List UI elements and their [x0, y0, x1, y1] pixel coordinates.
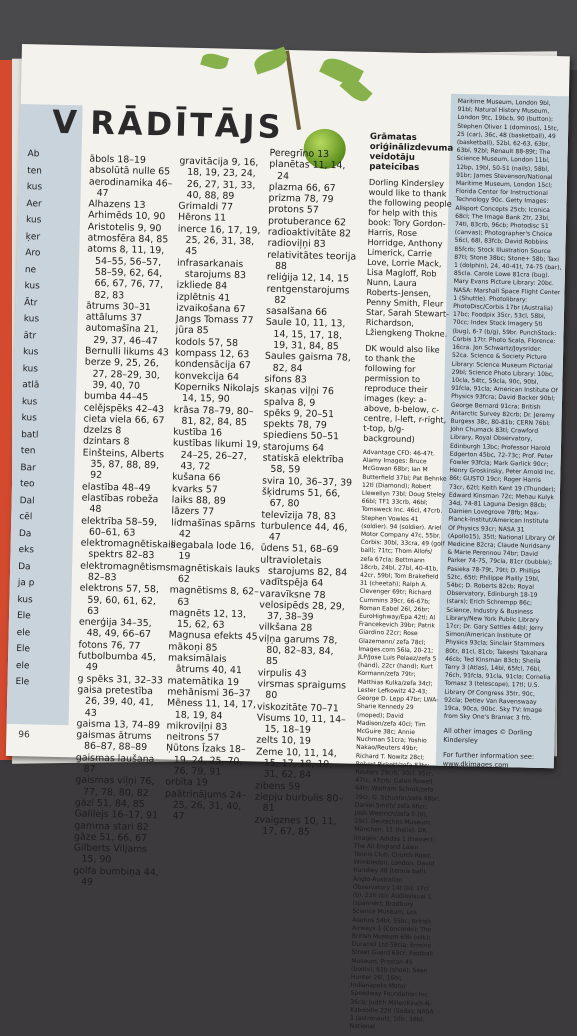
index-entry: Galilejs 16–17, 91 [74, 808, 159, 822]
index-entry: radioviļņi 83 [267, 237, 326, 251]
index-entry: mehānismi 36–37 [167, 686, 251, 700]
index-entry: Zeme 10, 11, 14, 15, 17, 18, 19, 31, 62, 84 [255, 746, 337, 782]
index-entry: reliģija 12, 14, 15 [266, 271, 350, 285]
picture-credits-continued: Maritime Museum, London 9bl, 91bl; Natural History Museum, London 9tc, 19bcb, 90 (button); Stephen Oliver 1 (dominos), 15tc, 25 (car), 36c, 48 (basketball), 49 (basketball), 52bl, 62-63, 63br, 63bl, 92bl; Renault 88-89t; The Science Museum, London 11bl, 12bp, 19bl, 50-51 (nails), 58bl, 91br; James Stevenson/National Maritime Museum, London 15cl; Florida Center for Instructional Technology 90c. Getty Images: Allsport Concepts 25cb; Iconica 68cl; The Image Bank 2tr, 23bl, 74tl, 83crb, 96cb; Photodisc 51 (canvas); Photographer's Choice 56cl, 68l, 83fcb; David Robbins 85fcrb; Stock Illustration Source 87tl; Stone 38bc; Stone+ 58b; Taxi 1 (dolphin), 24, 40-41t, 74-75 (bar), 85cla. Carole Lowe 81cra (bug). Mary Evans Picture Library: 20bc. NASA: Marshall Space Flight Center 1 (Shuttle). Photolibrary: PhotoDisc/Corbis 17br (Australia) 17bc; Foodpix 35cr, 53cl, 58bl, 70cc; Index Stock Imagery 5tl (bug), 6-7 (b/g), 59br. PunchStock: Corbis 17tr. Photo Scala, Florence: 16cra. Jon Schwartz/Joysrider: 52ca. Science & Society Picture Library: Science Museum Pictorial 29bl; Science Photo Library: 10bc, 10cla, 54tc, 59cla, 90c, 90bl, 91fcla, 91cla; American Institute Of Physics 93fcra; David Backer 90bl; George Bernard 91cra; British Antarctic Survey 82crb; Dr. Jeremy Burgess 38c, 80-81b; CERN 76bl; John Chumack 83tl; Crawford Library, Royal Observatory, Edinburgh 13bc; Professor Harold Edgerton 45bc, 72-73c; Prof. Peter Fowler 93fcla; Mark Garlick 90cr; Henry Groskinsky, Peter Arnold Inc. 86t; GUSTO 19cr; Roger Harris 73cr, 62tl; Keith Kent 19 (Thunder); Edward Kinsman 72c; Mehau Kulyk 34d, 74-81 Laguna Design 88cb; Damien Lovegrove 78fb; Max-Planck-Institut/American Institute Of Physics 93cr; NASA 31 (Apollo15), 35tl; National Library Of Medicine 82cra; Claude Nuridsany & Marie Perennou 74br; David Parker 74-75, 79cla, 81cr (bubble); Pasieka 78-79t, 79tl; D. Phillips 52tc, 65tl; Philippe Plailly 19bl, 54bc; D. Roberts 82cb; Royal Observatory, Edinburgh 18-19 (stars); Erich Schrempp 86c; Science, Industry & Business Library/New York Public Library 17cr; Dr. Gary Settles 44bl; Jerry Simon/American Institute Of Physics 93cla; Sinclair Stammers 80tr, 81cl, 81cb; Takeshi Takahara 46cb; Ted Kinsman 83cb; Sheila Terry 3 (Atlas), 14bl, 65fcl, 76bl, 76ch, 91fcla, 91cla, 91cla; Cornelia Tomasz 3 (telescope), 17tl; U.S. Library Of Congress 35tr, 90c, 92cla; Detlev Van Ravenswaay 19ca, 90ca, 90bc. Sky TV: Image from Sky One's Braniac 3 frb. [443, 97, 562, 722]
index-entry: automašīna 21, 29, 37, 46–47 [85, 322, 159, 347]
index-entry: kondensācija 67 [174, 358, 251, 372]
index-entry: paātrinājums 24–25, 26, 31, 40, 47 [164, 788, 247, 823]
fragment-line: ne [24, 264, 37, 275]
index-entry: protuberance 62 [267, 215, 347, 229]
index-entry: protons 57 [268, 204, 319, 217]
fragment-line: ten [27, 165, 43, 176]
copyright-note: All other images © Dorling Kindersley [443, 727, 533, 745]
index-entry: planētas 11, 14, 24 [269, 158, 346, 182]
further-info: For further information see: www.dkimages.com [442, 751, 535, 770]
permissions-text: DK would also like to thank the following for permission to reproduce their images (key: a-above, b-below, c-centre, l-left, r-right, t-top, b/g-background) [363, 342, 447, 445]
fragment-line: Aer [26, 198, 42, 209]
index-entry: konvekcija 64 [174, 370, 240, 383]
index-entry: gaismas ātrums 86–87, 88–89 [76, 729, 152, 754]
index-entry: attālums 37 [85, 311, 143, 324]
index-entry: virsmas spraigums 80 [257, 678, 347, 702]
index-entry: Jangs Tomass 77 [175, 313, 254, 327]
index-entry: futbolbumba 45, 49 [78, 650, 157, 674]
index-entry: Arhimēds 10, 90 [88, 210, 166, 223]
index-entry: radioaktivitāte 82 [267, 226, 352, 240]
index-entry: elastības robeža 48 [81, 492, 159, 516]
index-entry: zelts 10, 19 [256, 734, 312, 748]
fragment-line: kus [21, 413, 37, 424]
index-entry: ūdens 51, 68–69 [260, 542, 339, 556]
fragment-line: Ātr [24, 297, 38, 308]
index-column-1 [73, 154, 180, 890]
acknowledgements-column [350, 132, 455, 1033]
index-entry: spalva 8, 9 [263, 396, 316, 409]
fragment-line: kus [26, 182, 43, 193]
index-entry: gāzi 51, 84, 85 [74, 797, 145, 810]
index-entry: skaņas viļņi 76 [264, 384, 334, 398]
index-entry: starojums 64 [262, 441, 325, 454]
index-entry: ultravioletais starojums 82, 84 [260, 554, 348, 579]
index-entry: velosipēds 28, 29, 37, 38–39 [259, 599, 345, 623]
index-entry: Saules gaisma 78, 82, 84 [264, 350, 351, 375]
fragment-line: eks [18, 545, 35, 556]
index-entry: lidmašīnas spārns 42 [171, 517, 256, 540]
fragment-line: ķer [25, 231, 41, 242]
index-entry: jūra 85 [175, 325, 209, 337]
index-entry: elastība 48–49 [81, 481, 151, 494]
index-entry: prizma 78, 79 [268, 192, 334, 206]
fragment-line: kus [21, 396, 38, 407]
index-entry: elektrons 57, 58, 59, 60, 61, 62, 63 [79, 582, 160, 617]
fragment-line: Ele [16, 644, 31, 655]
index-entry: ātrums 30–31 [85, 300, 151, 313]
index-entry: ābols 18–19 [89, 153, 146, 166]
fragment-line: Ab [27, 149, 40, 160]
index-entry: gāze 51, 66, 67 [73, 831, 148, 844]
index-entry: turbulence 44, 46, 47 [261, 520, 348, 544]
index-entry: viļņa garums 78, 80, 82–83, 84, 85 [258, 633, 338, 668]
index-entry: televīzija 78, 83 [261, 509, 337, 522]
index-entry: svira 10, 36–37, 39 [262, 475, 353, 489]
index-entry: gaismas viļņi 76, 77, 78, 80, 82 [75, 774, 155, 799]
fragment-line: ele [16, 627, 31, 638]
index-entry: šķidrums 51, 66, 67, 80 [261, 486, 341, 510]
index-entry: Koperniks Nikolajs 14, 15, 90 [174, 381, 260, 406]
index-entry: izplētnis 41 [176, 291, 231, 304]
fragment-line: Da [18, 528, 32, 539]
index-entry: vilkšana 28 [258, 621, 313, 635]
picture-credits-column [443, 98, 566, 772]
index-entry: magnēts 12, 13, 15, 62, 63 [169, 607, 247, 631]
index-entry: Saule 10, 11, 13, 14, 15, 17, 18, 19, 31, 84, 85 [265, 317, 346, 353]
index-entry: celējspēks 42–43 [83, 402, 165, 415]
index-entry: sifons 83 [264, 373, 307, 386]
fragment-line: Bar [20, 462, 36, 473]
fragment-line: ja p [17, 578, 35, 589]
index-entry: magnētisms 8, 62–63 [169, 584, 259, 608]
index-entry: Aristotelis 9, 90 [87, 221, 162, 234]
fragment-line: Aro [25, 248, 41, 259]
index-entry: relativitātes teorija 88 [267, 249, 357, 273]
index-title [51, 102, 285, 146]
index-entry: matemātika 19 [167, 675, 240, 688]
fragment-line: Dal [19, 495, 35, 506]
title-initial: V [51, 102, 81, 142]
index-entry: gaisma 13, 74–89 [76, 718, 161, 732]
index-entry: Gilberts Viljams 15, 90 [73, 842, 148, 866]
index-entry: Grimaldi 77 [178, 200, 234, 214]
index-entry: Magnusa efekts 45 [168, 629, 258, 643]
index-entry: g spēks 31, 32–33 [77, 673, 163, 687]
index-entry: kvarks 57 [171, 483, 218, 496]
index-entry: inerce 16, 17, 19, 25, 26, 31, 38, 45 [177, 223, 261, 258]
index-entry: kompass 12, 63 [174, 347, 250, 361]
fragment-line: kus [22, 347, 39, 358]
fragment-line: kus [23, 314, 40, 325]
index-entry: Visums 10, 11, 14–15, 18–19 [256, 712, 346, 736]
index-entry: krāsa 78–79, 80–81, 82, 84, 85 [173, 404, 254, 429]
index-entry: magnētiskais lauks 62 [170, 562, 261, 585]
leaf-icon [252, 47, 290, 75]
index-entry: ziepju burbulis 80–81 [254, 791, 344, 815]
index-entry: varavīksne 78 [259, 588, 326, 601]
acknowledgements-title: Grāmatas oriģinālizdevuma veidotāju pateicības [369, 131, 454, 174]
index-entry: liegabala lode 16, 19 [170, 539, 255, 563]
index-entry: neitrons 57 [166, 731, 220, 744]
index-entry: Bernulli likums 43 [84, 345, 169, 359]
leaf-icon [200, 51, 229, 72]
index-entry: kustība 16 [173, 426, 223, 439]
index-entry: absolūtā nulle 65 [89, 164, 171, 178]
index-entry: dzintars 8 [82, 435, 130, 448]
fragment-line: kus [25, 215, 42, 226]
fragment-line: Ele [16, 611, 31, 622]
index-entry: kušana 66 [172, 471, 221, 484]
title-text: RĀDĪTĀJS [89, 103, 285, 146]
index-column-2 [164, 156, 269, 824]
fragment-line: kus [17, 594, 33, 605]
index-entry: fotons 76, 77 [78, 639, 141, 652]
index-entry: gamma stari 82 [74, 819, 149, 833]
index-entry: izvaikošana 67 [175, 302, 246, 315]
fragment-line: ātr [23, 330, 37, 341]
apple-stem [285, 50, 301, 130]
index-entry: Einšteins, Alberts 35, 87, 88, 89, 92 [82, 447, 165, 482]
fragment-line: atlā [22, 380, 40, 391]
page-number: 96 [18, 730, 30, 741]
index-entry: bumba 44–45 [83, 390, 149, 404]
index-entry: berze 9, 25, 26, 27, 28–29, 30, 39, 40, 70 [84, 356, 160, 392]
fragment-line: cēl [19, 512, 33, 523]
index-entry: spekts 78, 79 [263, 418, 327, 432]
index-entry: mikroviļņi 83 [166, 720, 228, 733]
index-entry: kustības likumi 19, 24–25, 26–27, 43, 72 [172, 437, 261, 473]
index-entry: elektrība 58–59, 60–61, 63 [81, 514, 158, 539]
index-entry: dzelzs 8 [83, 424, 122, 437]
index-entry: rentgenstarojums 82 [266, 283, 350, 306]
index-entry: golfa bumbiņa 44, 49 [73, 865, 159, 888]
index-entry: gaismas laušana 87 [75, 752, 155, 775]
index-entry: atmosfēra 84, 85 [87, 232, 169, 246]
index-entry: statiskā elektrība 58, 59 [262, 452, 344, 476]
index-entry: vadītspēja 64 [259, 576, 324, 590]
fragment-line: ten [20, 446, 36, 457]
index-entry: aerodinamika 46–47 [88, 176, 173, 199]
index-entry: enerģija 34–35, 48, 49, 66–67 [78, 616, 152, 641]
index-entry: lāzers 77 [171, 505, 215, 518]
fragment-line: kus [22, 363, 39, 374]
index-entry: Alhazens 13 [88, 198, 146, 212]
index-entry: spēks 9, 20–51 [263, 407, 335, 421]
fragment-line: ele [15, 660, 30, 671]
index-entry: elektromagnētisms 82–83 [80, 560, 171, 584]
index-entry: plazma 66, 67 [268, 181, 336, 195]
index-entry: orbīta 19 [165, 776, 208, 789]
index-entry: atoms 8, 11, 19, 54–55, 56–57, 58–59, 62, 64, 66, 67, 76, 77, 82, 83 [87, 243, 165, 301]
index-entry: viskozitāte 70–71 [256, 701, 339, 714]
index-entry: maksimālais ātrums 40, 41 [167, 652, 243, 677]
index-entry: laiks 88, 89 [171, 494, 226, 507]
fragment-line: Da [18, 561, 31, 572]
index-entry: infrasarkanais starojums 83 [176, 257, 247, 282]
index-entry: zibens 59 [255, 780, 301, 793]
index-entry: spiediens 50–51 [263, 429, 340, 443]
index-entry: Ņūtons Īzaks 18–19, 24, 25, 70, 76, 79, 91 [165, 742, 246, 778]
index-entry: gravitācija 9, 16, 18, 19, 23, 24, 26, 27, 31, 33, 40, 88, 89 [179, 155, 259, 202]
fragment-line: batl [21, 429, 39, 440]
book-page [6, 44, 570, 1031]
fragment-line: Ele [15, 677, 30, 688]
index-entry: gaisa pretestība 26, 39, 40, 41, 43 [77, 684, 154, 719]
index-entry: virpulis 43 [257, 667, 307, 680]
previous-page-fragment [15, 146, 83, 692]
index-entry: elektromagnētiskais spektrs 82–83 [80, 537, 176, 562]
index-entry: kodols 57, 58 [175, 336, 239, 349]
index-entry: sasalšana 66 [265, 305, 328, 319]
index-entry: zvaigznes 10, 11, 17, 67, 85 [254, 813, 337, 838]
index-entry: Mēness 11, 14, 17, 18, 19, 84 [166, 697, 257, 722]
picture-credits: Advantage CFD: 46-47t. Alamy Images: Bruce McGowan 68br; Ian M Butterfield 37bl; Pat Behnke 12tl (Diamond); Robert Llewellyn 73bl; Doug Steley 66bl; TF1 33crb, 46bl; Tomsweck Inc. 46cl, 47crb. Stephen Vowles 41 (soldier). 94 (soldier). Ariel Motor Company 47c, 55br. Corbis: 30bl, 33cra, 49 (golf ball); 71tc; Thom Allofs/ zefa 67cla; Bettmann 18crb, 24bl, 27bl, 40-41b, 42cr, 59bl; Tom Brakefield 31 (cheetah); Ralph A. Clevenger 69tr; Richard Cummins 39cr, 66-67b; Roman Eabel 26l, 26br; EuroHighway/Epa 42tl; Al Francekevich 39br; Patrik Giardino 22cr; Rose Glazemann/ zefa 78cl; Images.com 56la, 20-21; JLP/Jose Luis Pelaez/zefa 5 (hand), 22cr (hand); Kurt Kormann/zefa 79tr; Matthias Kulka/zefa 34cl; Lester Lefkowitz 42-43; George D. Lepp 47br; LWA-Sharie Kennedy 29 (moped); David Madison/zefa 40cl; Tim McGuire 38c; Annie Nuchman 51cra; Yoshio Nakao/Reuters 49br; Richard T. Nowitz 28cl; Robert Pickett/zefa 83tc; Reuters 29crb, 30cl, 35cr, 47tc, 47crb; Galen Rowell 64tr; Wolfram Schroll/zefa 39cr, G. Schuster/zefa 48br; Daniel Smith/ zefa 66cr; Josh Westrich/zefa 5 (tl), 25cl. Deutsches Museum, München: 11 (helix). DK Images: Adidas 1 (trainer); The All England Lawn Tennis Club, Church Road, Wimbledon, London, David Handley 48 (tennis ball); Anglo-Australian Observatory 14t (b), 17cl (b), 22tl (b); Audiovisual 1 (spanner); Bradbury Science Museum, Los Alamos 54bl, 55bc; British Airways 1 (Concorde); The British Museum 69b (silk); Duracell Ltd 58cla; Ermine Street Guard 69cr; Football Museum, Preston 45 (boots), 61b (shoe); Sean Hunter 26l, 16bl; Indianapolis Motor Speedway Foundation Inc 36cb; Judith Miller/Kinch-N-Kaboodle 22tl (Soda); NASA 1 (astronaut), 10tr, 18bl; National [349, 448, 447, 1031]
fragment-line: kus [24, 281, 40, 292]
index-column-3 [254, 148, 360, 839]
index-entry: cieta viela 66, 67 [83, 413, 165, 427]
index-entry: mākoņi 85 [168, 641, 218, 654]
acknowledgements-text: Dorling Kindersley would like to thank the following people for help with this book: Tory Gordon-Harris, Rose Horridge, Anthony Limerick, Carrie Love, Lorrie Mack, Lisa Magloff, Rob Nunn, Laura Roberts-Jensen, Penny Smith, Fleur Star, Sarah Stewart-Richardson, Lžiengkeng Thokne. [365, 176, 452, 339]
index-entry: izkliede 84 [176, 279, 228, 292]
index-entry: Hērons 11 [177, 212, 227, 225]
index-entry: Peregrīno 13 [269, 147, 330, 160]
fragment-line: teo [19, 479, 35, 490]
